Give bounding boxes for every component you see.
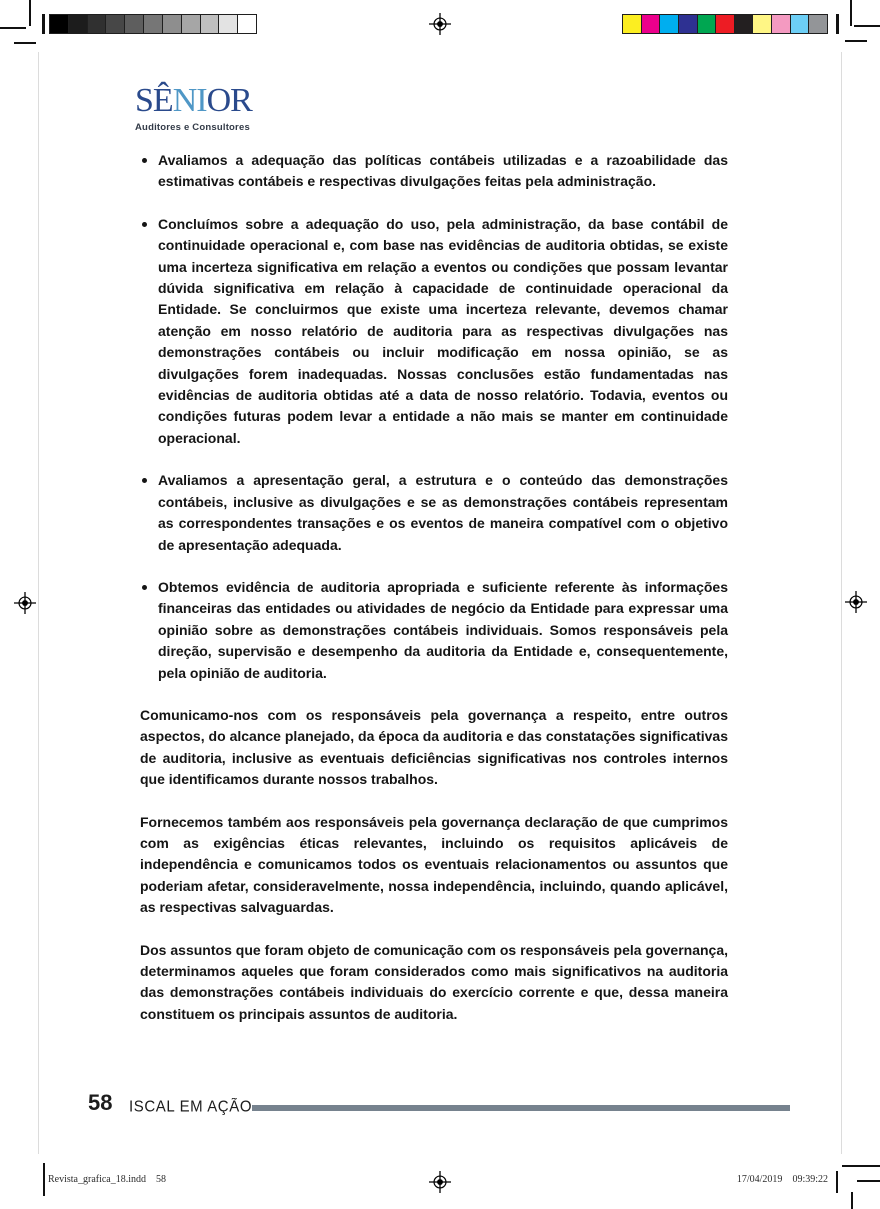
crop-mark (14, 42, 36, 44)
calibration-swatch (163, 15, 182, 33)
magazine-title: ISCAL EM AÇÃO (129, 1098, 253, 1116)
imprint-file-page: 58 (156, 1174, 167, 1185)
footer-rule (252, 1105, 790, 1111)
bullet-icon (142, 222, 147, 227)
trim-line (841, 52, 842, 1154)
imprint-file: Revista_grafica_18.indd (48, 1174, 147, 1185)
document-body (140, 150, 728, 1046)
registration-mark-icon (429, 13, 451, 35)
calibration-swatch (716, 15, 735, 33)
calibration-swatch (809, 15, 827, 33)
calibration-swatch (201, 15, 220, 33)
calibration-swatch (660, 15, 679, 33)
calibration-swatch (791, 15, 810, 33)
bullet-icon (142, 158, 147, 163)
senior-logo (135, 84, 252, 133)
calibration-swatch (679, 15, 698, 33)
list-item (140, 150, 728, 193)
list-item (140, 577, 728, 684)
bullet-list (140, 150, 728, 684)
calibration-swatch (772, 15, 791, 33)
page-number: 58 (88, 1090, 113, 1115)
calibration-swatch (88, 15, 107, 33)
crop-mark (857, 1180, 880, 1182)
calibration-swatch (753, 15, 772, 33)
color-calibration-bar (622, 14, 828, 34)
crop-mark (836, 14, 839, 34)
imprint-date: 17/04/2019 (736, 1174, 783, 1185)
crop-mark (43, 1163, 45, 1196)
calibration-swatch (106, 15, 125, 33)
crop-mark (850, 0, 852, 26)
trim-line (38, 52, 39, 1154)
paragraph: Comunicamo-nos com os responsáveis pela governança a respeito, entre outros aspectos, do alcance planejado, da época da auditoria e das constatações significativas de auditoria, inclusive as eventuais deficiências significativas nos controles internos que identificamos durante nossos trabalhos. (140, 706, 728, 788)
calibration-swatch (69, 15, 88, 33)
imprint-filename (48, 1174, 166, 1185)
calibration-swatch (182, 15, 201, 33)
calibration-swatch (219, 15, 238, 33)
calibration-swatch (144, 15, 163, 33)
imprint-time: 09:39:22 (792, 1174, 828, 1185)
crop-mark (29, 0, 31, 26)
crop-mark (842, 1165, 880, 1167)
logo-part-dark: OR (206, 82, 252, 119)
calibration-swatch (125, 15, 144, 33)
paragraph: Fornecemos também aos responsáveis pela governança declaração de que cumprimos com as exigências éticas relevantes, incluindo os requisitos aplicáveis de independência e comunicamos todos os eventuais relacionamentos ou assuntos que poderiam afetar, consideravelmente, nossa independência, incluindo, quando aplicável, as respectivas salvaguardas. (140, 813, 728, 916)
list-item (140, 214, 728, 449)
bullet-text: Avaliamos a apresentação geral, a estrutura e o conteúdo das demonstrações contábeis, inclusive as divulgações e se as demonstrações contábeis representam as correspondentes transações e os eventos de maneira compatível com o objetivo de apresentação adequada. (158, 472, 728, 553)
logo-part-light: NI (172, 82, 207, 119)
registration-mark-icon (429, 1171, 451, 1193)
bullet-text: Avaliamos a adequação das políticas contábeis utilizadas e a razoabilidade das estimativas contábeis e respectivas divulgações feitas pela administração. (158, 152, 728, 190)
crop-mark (0, 27, 26, 29)
registration-mark-icon (14, 592, 36, 614)
logo-part-dark: SÊ (135, 82, 173, 119)
crop-mark (42, 14, 45, 34)
registration-mark-icon (845, 591, 867, 613)
calibration-swatch (50, 15, 69, 33)
logo-tagline: Auditores e Consultores (135, 122, 250, 133)
crop-mark (851, 1192, 853, 1209)
calibration-swatch (238, 15, 256, 33)
grayscale-calibration-bar (49, 14, 257, 34)
paragraph: Dos assuntos que foram objeto de comunicação com os responsáveis pela governança, determinamos aqueles que foram considerados como mais significativos na auditoria das demonstrações contábeis individuais do exercício corrente e que, dessa maneira constituem os principais assuntos de auditoria. (140, 941, 728, 1022)
imprint-datetime (737, 1174, 828, 1185)
list-item (140, 470, 728, 556)
bullet-icon (142, 478, 147, 483)
bullet-text: Concluímos sobre a adequação do uso, pela administração, da base contábil de continuidade operacional e, com base nas evidências de auditoria obtidas, se existe uma incerteza significativa em relação a eventos ou condições que possam levantar dúvida significativa em relação à capacidade de continuidade operacional da Entidade. Se concluirmos que existe uma incerteza relevante, devemos chamar atenção em nosso relatório de auditoria para as respectivas divulgações nas demonstrações contábeis ou incluir modificação em nossa opinião, se as divulgações forem inadequadas. Nossas conclusões estão fundamentadas nas evidências de auditoria obtidas até a data de nosso relatório. Todavia, eventos ou condições futuras podem levar a entidade a não mais se manter em continuidade operacional. (158, 215, 728, 446)
bullet-icon (142, 585, 147, 590)
bullet-text: Obtemos evidência de auditoria apropriada e suficiente referente às informações financeiras das entidades ou atividades de negócio da Entidade para expressar uma opinião sobre as demonstrações contábeis individuais. Somos responsáveis pela direção, supervisão e desempenho da auditoria da Entidade e, consequentemente, pela opinião de auditoria. (158, 578, 728, 681)
crop-mark (854, 25, 880, 27)
calibration-swatch (735, 15, 754, 33)
calibration-swatch (698, 15, 717, 33)
calibration-swatch (623, 15, 642, 33)
logo-wordmark (135, 84, 252, 118)
crop-mark (845, 40, 867, 42)
calibration-swatch (642, 15, 661, 33)
crop-mark (836, 1171, 838, 1193)
